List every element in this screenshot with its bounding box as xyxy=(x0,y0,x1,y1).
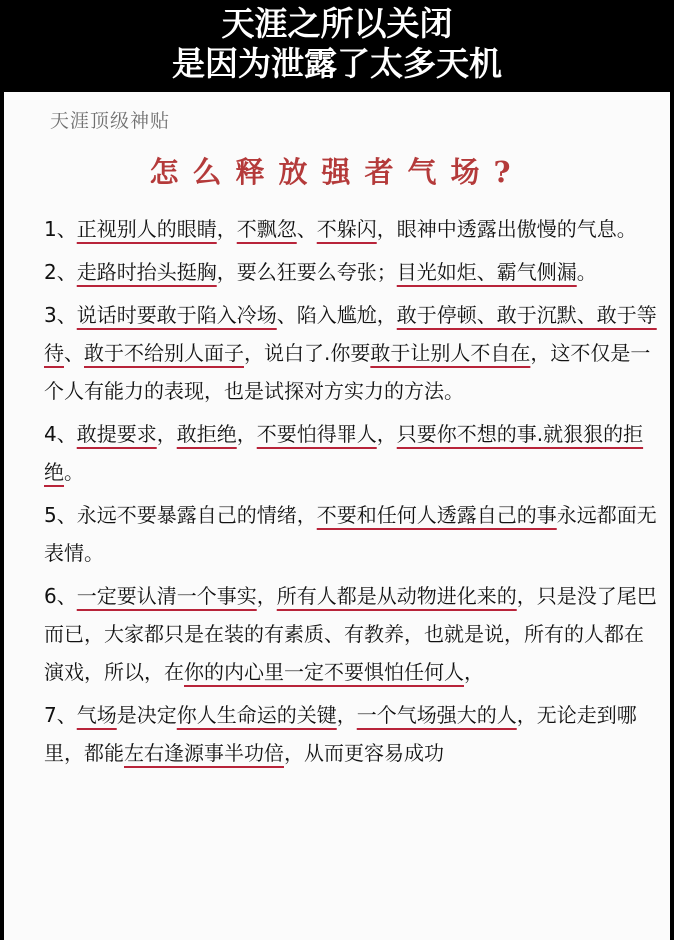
underlined-phrase: 不要和任何人透露自己的事 xyxy=(316,503,557,527)
document-title: 怎么释放强者气场? xyxy=(149,155,525,189)
text-segment: ， xyxy=(216,217,237,241)
underlined-phrase: 不飘忽 xyxy=(236,217,297,241)
text-segment: 7、 xyxy=(44,703,77,727)
text-segment: ，要么狂要么夸张； xyxy=(216,260,397,284)
source-label: 天涯顶级神贴 xyxy=(50,110,171,132)
text-segment: 6、 xyxy=(44,584,77,608)
tip-item xyxy=(44,253,662,291)
text-segment: 、陷入尴尬， xyxy=(276,303,397,327)
text-segment: 永远都面无表情。 xyxy=(44,503,657,565)
text-segment: ，从而更容易成功 xyxy=(284,741,444,765)
underlined-phrase: 不要怕得罪人 xyxy=(256,422,377,446)
text-segment: ，只是没了尾巴而已，大家都只是在装的有素质、有教养，也就是说，所有的人都在演戏，所以，在 xyxy=(44,584,657,684)
underlined-phrase: 只要你不想的事.就狠狠的拒绝 xyxy=(44,422,644,484)
text-segment: 是决定 xyxy=(116,703,177,727)
text-segment: 2、 xyxy=(44,260,77,284)
text-segment: 4、 xyxy=(44,422,77,446)
text-segment: 、 xyxy=(296,217,317,241)
text-segment: ，无论走到哪里，都能 xyxy=(44,703,637,765)
underlined-phrase: 所有人都是从动物进化来的 xyxy=(276,584,517,608)
underlined-phrase: 左右逢源事半功倍 xyxy=(124,741,284,765)
underlined-phrase: 你人生命运的关键 xyxy=(176,703,337,727)
text-segment: ， xyxy=(256,584,277,608)
underlined-phrase: 一个气场强大的人 xyxy=(356,703,517,727)
text-segment: ， xyxy=(236,422,257,446)
text-segment: ，说白了.你要 xyxy=(244,341,371,365)
text-segment: 3、 xyxy=(44,303,77,327)
text-segment: ，这不仅是一个人有能力的表现，也是试探对方实力的方法。 xyxy=(44,341,651,403)
underlined-phrase: 气场 xyxy=(76,703,117,727)
text-segment: ， xyxy=(156,422,177,446)
underlined-phrase: 说话时要敢于陷入冷场 xyxy=(76,303,277,327)
underlined-phrase: 你的内心里一定不要惧怕任何人 xyxy=(184,660,464,684)
tip-item xyxy=(44,577,662,691)
tip-item xyxy=(44,415,662,491)
underlined-phrase: 一定要认清一个事实 xyxy=(76,584,257,608)
tips-list xyxy=(44,210,662,772)
text-segment: 5、永远不要暴露自己的情绪， xyxy=(44,503,317,527)
document-page xyxy=(4,92,670,940)
text-segment: ， xyxy=(376,422,397,446)
text-segment: 1、 xyxy=(44,217,77,241)
tip-item xyxy=(44,696,662,772)
banner-title-line-1: 天涯之所以关闭 xyxy=(221,4,453,43)
text-segment: 。 xyxy=(64,460,84,484)
text-segment: ， xyxy=(336,703,357,727)
underlined-phrase: 不躲闪 xyxy=(316,217,377,241)
underlined-phrase: 走路时抬头挺胸 xyxy=(76,260,217,284)
underlined-phrase: 敢于不给别人面子 xyxy=(84,341,244,365)
underlined-phrase: 目光如炬、霸气侧漏 xyxy=(396,260,577,284)
video-title-banner xyxy=(0,0,674,92)
text-segment: 、 xyxy=(64,341,84,365)
tip-item xyxy=(44,496,662,572)
underlined-phrase: 敢于让别人不自在 xyxy=(370,341,531,365)
tip-item xyxy=(44,210,662,248)
banner-title-line-2: 是因为泄露了太多天机 xyxy=(172,44,502,83)
underlined-phrase: 敢于停顿、敢于沉默、敢于等待 xyxy=(44,303,657,365)
text-segment: ， xyxy=(464,660,484,684)
underlined-phrase: 敢提要求 xyxy=(76,422,157,446)
tip-item xyxy=(44,296,662,410)
underlined-phrase: 敢拒绝 xyxy=(176,422,237,446)
text-segment: ，眼神中透露出傲慢的气息。 xyxy=(376,217,637,241)
text-segment: 。 xyxy=(576,260,597,284)
underlined-phrase: 正视别人的眼睛 xyxy=(76,217,217,241)
